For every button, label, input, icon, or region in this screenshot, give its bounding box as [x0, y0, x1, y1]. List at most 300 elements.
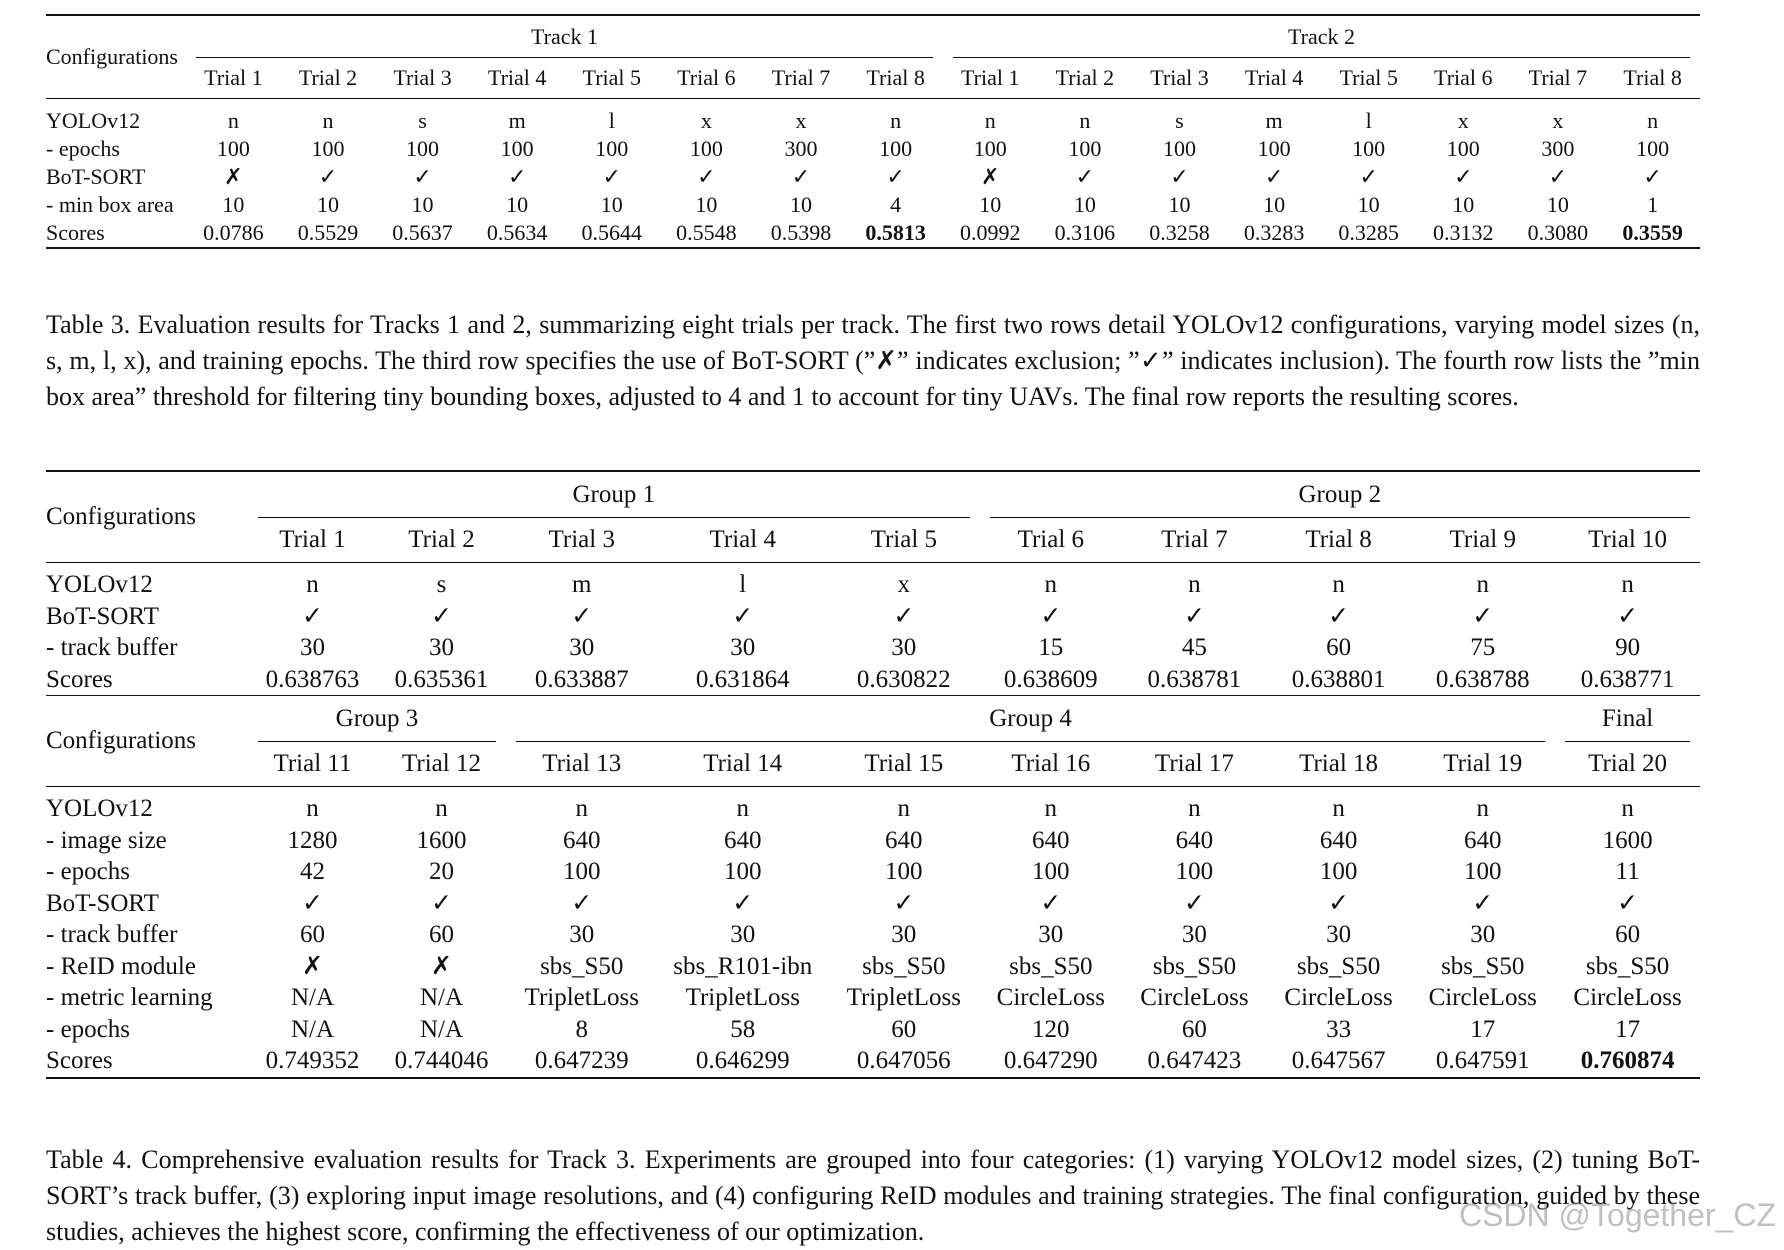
table-cell: TripletLoss	[846, 984, 961, 1012]
config-label: Configurations	[46, 727, 196, 754]
table-cell: 0.744046	[394, 1047, 489, 1075]
trial-header: Trial 6	[1434, 65, 1493, 90]
table-cell: n	[435, 795, 448, 823]
table-cell: 60	[891, 1015, 917, 1043]
table-cell: m	[1265, 108, 1283, 133]
table-cell: 0.0992	[959, 220, 1021, 245]
row-label: BoT-SORT	[46, 889, 159, 917]
table-cell: ✓	[318, 164, 338, 189]
table-cell: n	[1332, 571, 1345, 599]
table-cell: ✗	[431, 952, 452, 980]
table-cell: sbs_S50	[1441, 952, 1525, 980]
table-cell: n	[1188, 571, 1201, 599]
table-cell: 0.5637	[392, 220, 453, 245]
table-cell: ✓	[732, 602, 754, 630]
table-cell: ✓	[1454, 164, 1473, 189]
table-cell: 100	[724, 858, 762, 886]
table-cell: 15	[1038, 634, 1064, 662]
table-cell: 100	[1068, 136, 1102, 161]
table-cell: n	[1621, 795, 1634, 823]
table-cell: sbs_S50	[540, 952, 624, 980]
table-row	[46, 99, 1700, 136]
table-cell: n	[890, 108, 902, 133]
table-3-caption: Table 3. Evaluation results for Tracks 1 and 2, summarizing eight trials per track. The first two rows detail YOLOv12 configurations, varying model sizes (n, s, m, l, x), and training epochs. The third row specifies the use of BoT-SORT (”✗” indicates exclusion; ”✓” indicates inclusion). The fourth row lists the ”min box area” threshold for filtering tiny bounding boxes, adjusted to 4 and 1 to account for tiny UAVs. The final row reports the resulting scores.	[46, 310, 1701, 411]
table-cell: l	[1365, 108, 1372, 133]
trial-header: Trial 8	[1305, 526, 1372, 553]
table-cell: 4	[890, 192, 902, 217]
table-cell: 0.631864	[695, 665, 790, 693]
table-cell: 640	[1464, 826, 1502, 854]
row-label: - track buffer	[46, 921, 178, 949]
table-cell: CircleLoss	[1428, 984, 1537, 1012]
table-cell: 100	[563, 858, 601, 886]
table-cell: 0.749352	[265, 1047, 360, 1075]
table-cell: 0.5529	[297, 220, 359, 245]
table-cell: ✓	[1183, 602, 1205, 630]
table-cell: CircleLoss	[996, 984, 1105, 1012]
table-cell: 0.647591	[1435, 1047, 1530, 1075]
track-1-header: Track 1	[186, 15, 943, 58]
table-cell: 100	[406, 136, 440, 161]
table-cell: 0.638763	[265, 665, 360, 693]
table-cell: ✓	[893, 602, 915, 630]
table-cell: 300	[784, 136, 818, 161]
table-row	[46, 163, 1700, 191]
table-cell: 30	[1470, 921, 1496, 949]
table-4-caption: Table 4. Comprehensive evaluation results for Track 3. Experiments are grouped into four categories: (1) varying YOLOv12 model sizes, (2) tuning BoT-SORT’s track buffer, (3) exploring input image resolutions, and (4) configuring ReID modules and training strategies. The final configuration, guided by these studies, achieves the highest score, confirming the effectiveness of our optimization.	[46, 1145, 1700, 1246]
trial-header: Trial 7	[1161, 526, 1228, 553]
table-cell: ✓	[1328, 602, 1350, 630]
table-cell: 60	[1615, 921, 1641, 949]
table-cell: ✓	[697, 164, 716, 189]
table4-part1-trial-header-row	[46, 518, 1700, 563]
table-cell: n	[306, 795, 319, 823]
trial-header: Trial 20	[1588, 750, 1668, 777]
table-cell: ✓	[1040, 889, 1062, 917]
trial-header: Trial 8	[1623, 65, 1682, 90]
table-cell: 10	[316, 192, 339, 217]
trial-header: Trial 5	[582, 65, 642, 90]
table-cell: s	[418, 108, 427, 133]
table-cell: ✓	[893, 889, 915, 917]
table-cell: x	[1457, 108, 1469, 133]
table-cell: 1	[1647, 192, 1659, 217]
table-cell: ✓	[1472, 889, 1494, 917]
table-cell: x	[1552, 108, 1564, 133]
table3-trial-header-row	[46, 58, 1700, 99]
table-cell: 0.647056	[856, 1047, 951, 1075]
table-cell: ✓	[1617, 602, 1639, 630]
group-4-header: Group 4	[506, 696, 1555, 743]
trial-header: Trial 2	[298, 65, 358, 90]
table-cell: n	[1332, 795, 1345, 823]
watermark: CSDN @Together_CZ	[1458, 1197, 1776, 1233]
table-cell: m	[508, 108, 526, 133]
table-cell: 0.630822	[856, 665, 951, 693]
trial-header: Trial 1	[961, 65, 1020, 90]
table-cell: 100	[1175, 858, 1214, 886]
table-cell: 60	[1181, 1015, 1207, 1043]
table-cell: 10	[411, 192, 434, 217]
table-cell: 90	[1615, 634, 1641, 662]
table-cell: x	[897, 571, 911, 599]
table-cell: 30	[299, 634, 325, 662]
table-cell: CircleLoss	[1573, 984, 1682, 1012]
table-cell: 100	[879, 136, 913, 161]
table-cell: n	[1188, 795, 1201, 823]
table-cell: l	[608, 108, 615, 133]
table-cell: 0.3559	[1622, 220, 1683, 245]
config-label: Configurations	[46, 44, 178, 69]
trial-header: Trial 4	[709, 526, 776, 553]
table-row	[46, 1014, 1700, 1046]
table-cell: n	[1044, 795, 1058, 823]
table-cell: 10	[1546, 192, 1569, 217]
table-cell: 0.647239	[534, 1047, 629, 1075]
row-label: - track buffer	[46, 634, 178, 662]
table-row	[46, 563, 1700, 601]
row-label: - epochs	[46, 136, 120, 161]
table-cell: ✓	[1183, 889, 1205, 917]
table-cell: 10	[1073, 192, 1096, 217]
table-cell: 30	[891, 921, 917, 949]
table-cell: 17	[1470, 1015, 1496, 1043]
table-cell: 10	[1357, 192, 1380, 217]
table-cell: ✓	[431, 889, 452, 917]
table-cell: n	[1647, 108, 1659, 133]
table-cell: 30	[429, 634, 454, 662]
table-cell: 10	[506, 192, 529, 217]
table-row	[46, 664, 1700, 696]
table-row	[46, 135, 1700, 163]
trial-header: Trial 6	[677, 65, 736, 90]
config-label: Configurations	[46, 503, 196, 530]
trial-header: Trial 4	[487, 65, 547, 90]
group-2-header: Group 2	[980, 471, 1700, 518]
trial-header: Trial 5	[870, 526, 938, 553]
table-cell: 0.760874	[1580, 1047, 1675, 1075]
table-cell: 8	[575, 1015, 588, 1043]
table-cell: 30	[569, 634, 595, 662]
table-cell: 100	[1352, 136, 1386, 161]
table-cell: 10	[789, 192, 812, 217]
table-cell: 100	[1257, 136, 1291, 161]
row-label: YOLOv12	[46, 108, 141, 133]
table-cell: 0.633887	[534, 665, 629, 693]
row-label: - ReID module	[46, 952, 196, 980]
trial-header: Trial 14	[703, 750, 783, 777]
table-cell: x	[795, 108, 807, 133]
table-cell: 100	[689, 136, 723, 161]
table-cell: ✗	[224, 164, 243, 189]
table-cell: ✓	[571, 602, 593, 630]
table-cell: TripletLoss	[524, 984, 639, 1012]
table-cell: ✓	[571, 889, 593, 917]
table-cell: 100	[1636, 136, 1670, 161]
table-cell: 100	[1032, 858, 1070, 886]
table-cell: sbs_R101-ibn	[673, 952, 813, 980]
table-cell: s	[1175, 108, 1184, 133]
table4-part1-body	[46, 563, 1700, 696]
trial-header: Trial 2	[408, 526, 475, 553]
table-cell: 75	[1470, 634, 1496, 662]
table-cell: 0.5634	[486, 220, 548, 245]
table-cell: 100	[1162, 136, 1196, 161]
table-cell: 45	[1181, 634, 1207, 662]
table-cell: 0.638801	[1291, 665, 1386, 693]
final-header: Final	[1555, 696, 1700, 743]
table-cell: 1600	[1602, 826, 1653, 854]
table-cell: 640	[885, 826, 923, 854]
table-cell: 0.5398	[770, 220, 832, 245]
table-cell: 0.3258	[1149, 220, 1210, 245]
table-cell: 60	[429, 921, 454, 949]
table-cell: ✓	[1548, 164, 1568, 189]
table-cell: 0.5813	[865, 220, 926, 245]
table-row	[46, 951, 1700, 983]
table-cell: 0.5548	[676, 220, 737, 245]
table-cell: 30	[1038, 921, 1064, 949]
table-cell: sbs_S50	[862, 952, 946, 980]
trial-header: Trial 15	[864, 750, 944, 777]
table-cell: ✓	[602, 164, 621, 189]
table-row	[46, 601, 1700, 633]
table-cell: ✓	[301, 602, 323, 630]
table-cell: ✓	[1040, 602, 1062, 630]
row-label: BoT-SORT	[46, 602, 159, 630]
table-cell: 1600	[416, 826, 467, 854]
table-cell: 30	[569, 921, 595, 949]
table-4	[46, 470, 1700, 1079]
table-cell: 100	[311, 136, 345, 161]
trial-header: Trial 6	[1017, 526, 1085, 553]
row-label: YOLOv12	[46, 571, 153, 599]
trial-header: Trial 18	[1299, 750, 1379, 777]
table-cell: 0.647423	[1147, 1047, 1242, 1075]
table-row	[46, 888, 1700, 920]
trial-header: Trial 1	[204, 65, 263, 90]
table-cell: 30	[1326, 921, 1352, 949]
table-cell: n	[1044, 571, 1058, 599]
table-cell: 0.5644	[581, 220, 643, 245]
table-cell: n	[984, 108, 996, 133]
table-cell: n	[736, 795, 749, 823]
group-1-header: Group 1	[248, 471, 980, 518]
table-cell: 11	[1615, 858, 1640, 886]
trial-header: Trial 8	[866, 65, 925, 90]
table-cell: ✗	[301, 952, 323, 980]
table-cell: 100	[885, 858, 923, 886]
table-row	[46, 982, 1700, 1014]
row-label: YOLOv12	[46, 795, 153, 823]
row-label: Scores	[46, 1047, 113, 1075]
table-cell: 120	[1032, 1015, 1070, 1043]
table-cell: n	[1476, 795, 1489, 823]
table-cell: 640	[1175, 826, 1214, 854]
table-cell: ✓	[1264, 164, 1284, 189]
table-cell: x	[700, 108, 712, 133]
row-label: Scores	[46, 665, 113, 693]
table-cell: 58	[730, 1015, 756, 1043]
row-label: - metric learning	[46, 984, 213, 1012]
table-cell: n	[1079, 108, 1091, 133]
group-3-header: Group 3	[248, 696, 506, 743]
table-cell: ✓	[413, 164, 432, 189]
row-label: BoT-SORT	[46, 164, 146, 189]
table-cell: 0.3080	[1527, 220, 1589, 245]
table-cell: 60	[1326, 634, 1352, 662]
track-2-header: Track 2	[943, 15, 1700, 58]
table-cell: ✓	[1472, 602, 1494, 630]
table-cell: ✓	[1075, 164, 1095, 189]
table-cell: sbs_S50	[1009, 952, 1093, 980]
table-row	[46, 191, 1700, 219]
table-cell: 0.3132	[1433, 220, 1494, 245]
table-cell: sbs_S50	[1152, 952, 1237, 980]
trial-header: Trial 13	[542, 750, 622, 777]
table-cell: 30	[891, 634, 917, 662]
table-cell: 640	[1319, 826, 1358, 854]
table-cell: ✓	[1617, 889, 1639, 917]
trial-header: Trial 7	[1528, 65, 1588, 90]
table-cell: 10	[1452, 192, 1475, 217]
table4-part2-trial-header-row	[46, 742, 1700, 787]
table-cell: 0.638609	[1003, 665, 1098, 693]
table-cell: 10	[695, 192, 718, 217]
trial-header: Trial 12	[402, 750, 481, 777]
trial-header: Trial 9	[1449, 526, 1516, 553]
table-cell: N/A	[419, 1015, 464, 1043]
trial-header: Trial 11	[273, 750, 352, 777]
table-cell: 640	[563, 826, 601, 854]
table-cell: ✓	[301, 889, 323, 917]
table-cell: 42	[299, 858, 325, 886]
table-cell: 100	[216, 136, 250, 161]
table-cell: 0.0786	[203, 220, 264, 245]
table-cell: 17	[1615, 1015, 1641, 1043]
table-cell: 0.646299	[695, 1047, 790, 1075]
table-row	[46, 919, 1700, 951]
table-cell: 60	[299, 921, 325, 949]
table-cell: 0.647567	[1291, 1047, 1386, 1075]
table-cell: TripletLoss	[685, 984, 800, 1012]
table-cell: ✗	[981, 164, 1000, 189]
table-cell: 10	[600, 192, 623, 217]
table-cell: 30	[730, 634, 756, 662]
table-cell: 0.638771	[1580, 665, 1675, 693]
table-cell: 0.3283	[1243, 220, 1305, 245]
trial-header: Trial 7	[771, 65, 831, 90]
table-cell: 10	[1168, 192, 1191, 217]
row-label: Scores	[46, 220, 105, 245]
table-cell: CircleLoss	[1284, 984, 1393, 1012]
table-cell: N/A	[419, 984, 464, 1012]
table-cell: n	[306, 571, 319, 599]
row-label: - epochs	[46, 1015, 130, 1043]
table-row	[46, 219, 1700, 248]
trial-header: Trial 4	[1244, 65, 1304, 90]
table-cell: 0.635361	[394, 665, 489, 693]
table-cell: 0.638788	[1435, 665, 1530, 693]
table-cell: 100	[1319, 858, 1358, 886]
trial-header: Trial 2	[1055, 65, 1115, 90]
table-cell: N/A	[290, 1015, 334, 1043]
table-cell: 0.647290	[1003, 1047, 1098, 1075]
table-cell: 10	[979, 192, 1002, 217]
row-label: - epochs	[46, 858, 130, 886]
table-cell: 1280	[287, 826, 338, 854]
trial-header: Trial 3	[393, 65, 452, 90]
table-cell: 300	[1541, 136, 1575, 161]
table-cell: n	[897, 795, 911, 823]
table-cell: N/A	[290, 984, 334, 1012]
table-cell: 30	[1181, 921, 1207, 949]
table-cell: 640	[1032, 826, 1070, 854]
table-cell: ✓	[507, 164, 527, 189]
table-cell: ✓	[431, 602, 452, 630]
table-cell: 100	[500, 136, 534, 161]
table-row	[46, 787, 1700, 825]
table-cell: l	[739, 571, 747, 599]
table-cell: sbs_S50	[1296, 952, 1381, 980]
table-cell: 20	[429, 858, 454, 886]
table-cell: 33	[1326, 1015, 1352, 1043]
table-cell: n	[1621, 571, 1634, 599]
trial-header: Trial 1	[279, 526, 346, 553]
trial-header: Trial 3	[548, 526, 615, 553]
table-3	[46, 14, 1700, 249]
table-cell: 0.638781	[1147, 665, 1242, 693]
table-cell: 0.3106	[1054, 220, 1116, 245]
table-cell: 640	[724, 826, 762, 854]
table-cell: n	[1476, 571, 1489, 599]
table-cell: s	[436, 571, 447, 599]
table-cell: ✓	[1328, 889, 1350, 917]
table-cell: CircleLoss	[1140, 984, 1249, 1012]
table-cell: ✓	[1359, 164, 1378, 189]
row-label: - min box area	[46, 192, 174, 217]
table4-part2-header	[46, 696, 1700, 787]
table-cell: 0.3285	[1338, 220, 1399, 245]
table-cell: n	[575, 795, 588, 823]
table-cell: n	[322, 108, 334, 133]
trial-header: Trial 16	[1011, 750, 1091, 777]
table-cell: ✓	[1170, 164, 1189, 189]
table-row	[46, 1045, 1700, 1078]
table3-body	[46, 99, 1700, 249]
table-cell: 10	[222, 192, 245, 217]
table-cell: 100	[973, 136, 1007, 161]
table-cell: 30	[730, 921, 756, 949]
table-cell: 100	[1464, 858, 1502, 886]
table-cell: n	[227, 108, 239, 133]
table-cell: ✓	[886, 164, 905, 189]
table-cell: ✓	[1643, 164, 1662, 189]
trial-header: Trial 19	[1443, 750, 1523, 777]
table-cell: ✓	[791, 164, 811, 189]
trial-header: Trial 3	[1150, 65, 1209, 90]
table-cell: sbs_S50	[1585, 952, 1670, 980]
table-row	[46, 856, 1700, 888]
table-cell: ✓	[732, 889, 754, 917]
table-cell: 10	[1263, 192, 1286, 217]
table-cell: 100	[1446, 136, 1480, 161]
table-row	[46, 632, 1700, 664]
table-cell: 100	[595, 136, 629, 161]
trial-header: Trial 10	[1588, 526, 1668, 553]
table-row	[46, 825, 1700, 857]
table-cell: m	[572, 571, 592, 599]
